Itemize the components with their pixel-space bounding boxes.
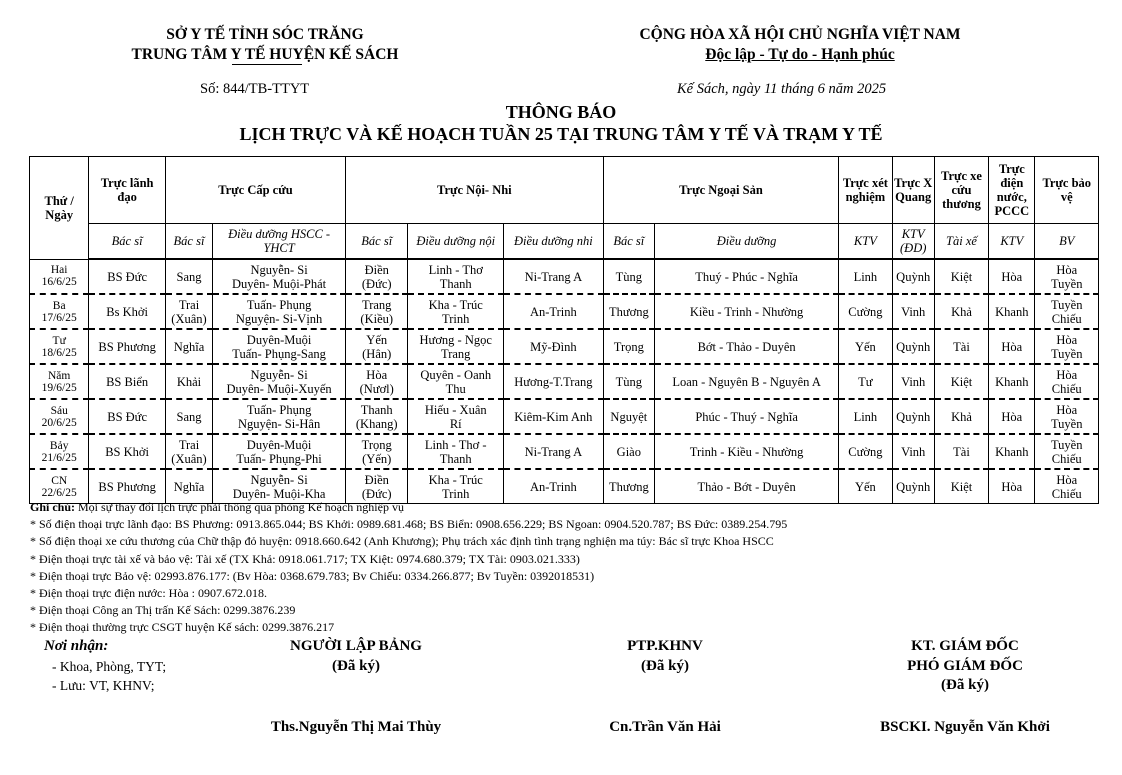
int-doctor-cell (346, 364, 408, 399)
power-cell (989, 294, 1035, 329)
ambulance-cell (934, 364, 988, 399)
xray-cell-line: Quỳnh (896, 409, 931, 424)
day-cell (30, 434, 89, 469)
sur-doctor-cell (603, 399, 654, 434)
int-doctor-cell-line: (Kiều) (360, 311, 394, 326)
col-ambulance-header: Trực xe cứu thương (934, 157, 988, 224)
ghi-chu-label: Ghi chú: (30, 500, 76, 514)
er-nurse-cell (213, 259, 346, 294)
header-underline-left (232, 64, 302, 65)
sur-nurse-cell (655, 434, 839, 469)
doc-number: Số: 844/TB-TTYT (200, 81, 310, 97)
er-nurse-cell-line: Duyên-Muội (246, 437, 312, 452)
sub-sur-nurse: Điều dưỡng (655, 224, 839, 260)
ambulance-cell-line: Tài (953, 444, 970, 459)
recipient-line: - Khoa, Phòng, TYT; (52, 659, 167, 674)
ped-nurse-cell-line: An-Trinh (529, 479, 577, 494)
lab-cell (839, 469, 892, 504)
er-nurse-cell-line: Tuấn- Phụng-Phi (236, 451, 322, 466)
col-lab-header: Trực xét nghiệm (839, 157, 892, 224)
agency-name: SỞ Y TẾ TỈNH SÓC TRĂNG (166, 26, 364, 43)
note-line: * Điện thoại Công an Thị trấn Kế Sách: 0299.3876.239 (30, 603, 296, 618)
sub-int-nurse: Điều dưỡng nội (408, 224, 504, 260)
sub-xray: KTV (ĐD) (892, 224, 934, 260)
ambulance-cell-line: Khả (951, 304, 972, 319)
ambulance-cell (934, 469, 988, 504)
deputy-name: Cn.Trần Văn Hải (609, 719, 721, 735)
power-cell-line: Hòa (1001, 479, 1023, 494)
er-nurse-cell-line: Nguyễn- Si (250, 367, 308, 382)
er-nurse-cell (213, 399, 346, 434)
day-cell-line: 17/6/25 (41, 311, 77, 324)
security-cell (1035, 364, 1099, 399)
sub-int-doctor: Bác sĩ (346, 224, 408, 260)
power-cell (989, 469, 1035, 504)
er-doctor-cell (165, 434, 212, 469)
security-cell (1035, 329, 1099, 364)
ped-nurse-cell (504, 434, 604, 469)
int-doctor-cell-line: Hòa (366, 367, 388, 382)
sur-nurse-cell-line: Phúc - Thuý - Nghĩa (695, 409, 798, 424)
day-cell-line: Ba (52, 299, 66, 312)
sub-power: KTV (989, 224, 1035, 260)
sur-nurse-cell (655, 329, 839, 364)
ambulance-cell (934, 259, 988, 294)
int-nurse-cell (408, 434, 504, 469)
security-cell (1035, 399, 1099, 434)
int-nurse-cell-line: Thanh (439, 276, 472, 291)
note-line: * Điện thoại trực Bảo vệ: 02993.876.177: (Bv Hòa: 0368.679.783; Bv Chiếu: 0334.266.877; Bv Tuyền: 0392018531) (30, 568, 595, 583)
table-row (30, 434, 1099, 469)
lab-cell (839, 259, 892, 294)
leader-cell-line: BS Khởi (105, 444, 149, 459)
lab-cell (839, 329, 892, 364)
col-leader-header: Trực lãnh đạo (89, 157, 165, 224)
security-cell (1035, 434, 1099, 469)
day-cell (30, 294, 89, 329)
er-doctor-cell-line: Sang (176, 269, 202, 284)
col-emergency-header: Trực Cấp cứu (165, 157, 345, 224)
leader-cell-line: Bs Khởi (106, 304, 148, 319)
lab-cell (839, 399, 892, 434)
leader-cell (89, 329, 165, 364)
er-nurse-cell (213, 329, 346, 364)
security-cell-line: Tuyền (1050, 437, 1083, 452)
deputy-signed: (Đã ký) (641, 658, 689, 674)
note-ghi-chu (30, 499, 787, 516)
int-doctor-cell-line: Trang (362, 297, 392, 312)
day-cell (30, 259, 89, 294)
int-nurse-cell (408, 399, 504, 434)
int-nurse-cell-line: Thanh (439, 451, 472, 466)
day-cell-line: 19/6/25 (41, 381, 77, 394)
ambulance-cell (934, 294, 988, 329)
security-cell-line: Hòa (1056, 332, 1078, 347)
preparer-name: Ths.Nguyễn Thị Mai Thùy (270, 719, 442, 735)
sur-doctor-cell (603, 294, 654, 329)
leader-cell-line: BS Phương (98, 479, 156, 494)
xray-cell-line: Vinh (901, 304, 926, 319)
sub-er-nurse: Điều dưỡng HSCC - YHCT (213, 224, 346, 260)
sur-doctor-cell-line: Tùng (615, 269, 643, 284)
security-cell-line: Hòa (1056, 472, 1078, 487)
power-cell (989, 329, 1035, 364)
er-nurse-cell-line: Tuấn- Phụng (246, 297, 312, 312)
security-cell-line: Tuyền (1050, 416, 1083, 431)
power-cell (989, 434, 1035, 469)
int-doctor-cell-line: (Yến) (362, 451, 392, 466)
table-row (30, 259, 1099, 294)
recipients-label: Nơi nhận: (44, 638, 109, 654)
er-doctor-cell (165, 294, 212, 329)
title-sub: LỊCH TRỰC VÀ KẾ HOẠCH TUẦN 25 TẠI TRUNG TÂM Y TẾ VÀ TRẠM Y TẾ (239, 124, 883, 144)
day-cell-line: 18/6/25 (41, 346, 77, 359)
xray-cell (892, 294, 934, 329)
int-doctor-cell-line: (Hân) (362, 346, 392, 361)
int-doctor-cell-line: (Đức) (361, 276, 392, 291)
sur-nurse-cell-line: Loan - Nguyên B - Nguyên A (672, 374, 821, 389)
security-cell (1035, 294, 1099, 329)
recipient-line: - Lưu: VT, KHNV; (52, 678, 155, 693)
lab-cell-line: Yến (854, 479, 876, 494)
sur-nurse-cell (655, 399, 839, 434)
er-nurse-cell-line: Duyên-Muội (246, 332, 312, 347)
sub-er-doctor: Bác sĩ (165, 224, 212, 260)
col-security-header: Trực bảo vệ (1035, 157, 1099, 224)
director-subtitle: PHÓ GIÁM ĐỐC (907, 658, 1023, 674)
leader-cell (89, 364, 165, 399)
lab-cell-line: Tư (858, 374, 873, 389)
er-nurse-cell (213, 294, 346, 329)
xray-cell (892, 329, 934, 364)
ambulance-cell-line: Khả (951, 409, 972, 424)
ambulance-cell-line: Kiệt (950, 269, 973, 284)
int-nurse-cell (408, 329, 504, 364)
xray-cell-line: Vinh (901, 374, 926, 389)
day-cell-line: CN (51, 474, 68, 487)
power-cell (989, 364, 1035, 399)
sur-doctor-cell-line: Thương (608, 304, 649, 319)
xray-cell-line: Vinh (901, 444, 926, 459)
er-doctor-cell-line: Trai (178, 297, 200, 312)
country-name: CỘNG HÒA XÃ HỘI CHỦ NGHĨA VIỆT NAM (639, 26, 961, 43)
day-cell-line: Tư (52, 334, 66, 347)
sur-nurse-cell-line: Thảo - Bớt - Duyên (697, 479, 796, 494)
int-nurse-cell-line: Rí (449, 416, 462, 431)
leader-cell-line: BS Biển (106, 374, 149, 389)
power-cell-line: Hòa (1001, 409, 1023, 424)
col-internal-header: Trực Nội- Nhi (346, 157, 604, 224)
security-cell (1035, 259, 1099, 294)
int-doctor-cell-line: Trọng (361, 437, 392, 452)
lab-cell-line: Cường (848, 304, 883, 319)
ambulance-cell-line: Kiệt (950, 479, 973, 494)
int-nurse-cell-line: Hương - Ngọc (419, 332, 492, 347)
sur-nurse-cell-line: Bớt - Thảo - Duyên (697, 339, 796, 354)
er-nurse-cell (213, 434, 346, 469)
int-doctor-cell (346, 259, 408, 294)
ambulance-cell-line: Kiệt (950, 374, 973, 389)
er-doctor-cell-line: (Xuân) (171, 311, 207, 326)
schedule-body (30, 259, 1099, 504)
day-cell (30, 364, 89, 399)
int-doctor-cell (346, 294, 408, 329)
sub-leader: Bác sĩ (89, 224, 165, 260)
sur-nurse-cell-line: Trinh - Kiều - Nhường (689, 444, 804, 459)
sur-nurse-cell (655, 364, 839, 399)
xray-cell (892, 469, 934, 504)
col-power-header: Trực điện nước, PCCC (989, 157, 1035, 224)
sur-doctor-cell-line: Giào (616, 444, 641, 459)
er-nurse-cell-line: Nguyễn- Si (250, 262, 308, 277)
note-line: * Điện thoại trực tài xế và bảo vệ: Tài xế (TX Khả: 0918.061.717; TX Kiệt: 0974.680.379; TX Tài: 0903.021.333) (30, 551, 580, 566)
sub-security: BV (1035, 224, 1099, 260)
lab-cell-line: Linh (853, 409, 878, 424)
leader-cell-line: BS Đức (107, 269, 147, 284)
er-nurse-cell-line: Nguyện- Si-Vịnh (235, 311, 323, 326)
lab-cell-line: Linh (853, 269, 878, 284)
er-nurse-cell-line: Duyên- Muội-Phát (232, 276, 327, 291)
er-nurse-cell-line: Nguyện- Si-Hân (237, 416, 321, 431)
sur-doctor-cell (603, 259, 654, 294)
int-doctor-cell-line: (Đức) (361, 486, 392, 501)
er-nurse-cell-line: Duyên- Muội-Xuyến (226, 381, 332, 396)
day-cell-line: 21/6/25 (41, 451, 77, 464)
int-nurse-cell-line: Trang (441, 346, 471, 361)
power-cell (989, 399, 1035, 434)
day-cell-line: Bảy (49, 439, 69, 452)
director-name: BSCKI. Nguyễn Văn Khởi (880, 719, 1050, 735)
power-cell-line: Hòa (1001, 269, 1023, 284)
col-day-header: Thứ / Ngày (30, 157, 89, 260)
power-cell-line: Khanh (995, 374, 1029, 389)
table-row (30, 294, 1099, 329)
title-main: THÔNG BÁO (505, 102, 617, 122)
security-cell-line: Hòa (1056, 367, 1078, 382)
leader-cell (89, 399, 165, 434)
sub-ped-nurse: Điều dưỡng nhi (504, 224, 604, 260)
er-doctor-cell-line: Khải (176, 374, 202, 389)
table-row (30, 399, 1099, 434)
int-nurse-cell-line: Kha - Trúc (428, 297, 483, 312)
power-cell (989, 259, 1035, 294)
table-row (30, 329, 1099, 364)
day-cell-line: Năm (48, 369, 71, 382)
day-cell-line: Hai (50, 264, 68, 277)
sur-nurse-cell-line: Kiều - Trinh - Nhường (689, 304, 804, 319)
int-nurse-cell-line: Kha - Trúc (428, 472, 483, 487)
int-doctor-cell-line: Yến (366, 332, 388, 347)
int-nurse-cell-line: Hiếu - Xuân (424, 402, 487, 417)
security-cell-line: Hòa (1056, 402, 1078, 417)
er-doctor-cell (165, 399, 212, 434)
xray-cell-line: Quỳnh (896, 339, 931, 354)
int-nurse-cell (408, 294, 504, 329)
int-doctor-cell-line: Thanh (360, 402, 393, 417)
note-line: * Số điện thoại xe cứu thương của Chữ thập đỏ huyện: 0918.660.642 (Anh Khương); Phụ trách xác định tình trạng nghiện ma túy: Bác sĩ trực Khoa HSCC (30, 534, 774, 549)
xray-cell (892, 259, 934, 294)
int-doctor-cell (346, 329, 408, 364)
ped-nurse-cell-line: Hương-T.Trang (514, 374, 593, 389)
er-nurse-cell-line: Tuấn- Phụng-Sang (232, 346, 326, 361)
ped-nurse-cell (504, 329, 604, 364)
xray-cell (892, 364, 934, 399)
int-nurse-cell (408, 364, 504, 399)
er-doctor-cell (165, 364, 212, 399)
note-line: * Điện thoại thường trực CSGT huyện Kế sách: 0299.3876.217 (30, 620, 335, 635)
er-nurse-cell-line: Duyên- Muội-Kha (232, 486, 326, 501)
ped-nurse-cell (504, 294, 604, 329)
day-cell (30, 399, 89, 434)
ped-nurse-cell (504, 399, 604, 434)
ped-nurse-cell-line: An-Trinh (529, 304, 577, 319)
er-nurse-cell-line: Tuấn- Phụng (246, 402, 312, 417)
lab-cell (839, 434, 892, 469)
security-cell-line: Chiếu (1051, 381, 1082, 396)
notes-section (30, 499, 787, 637)
power-cell-line: Khanh (995, 304, 1029, 319)
motto: Độc lập - Tự do - Hạnh phúc (705, 46, 895, 63)
int-doctor-cell-line: (Khang) (355, 416, 398, 431)
ambulance-cell-line: Tài (953, 339, 970, 354)
er-doctor-cell-line: Nghĩa (173, 339, 205, 354)
sub-ambulance: Tài xế (934, 224, 988, 260)
security-cell-line: Tuyền (1050, 276, 1083, 291)
sur-nurse-cell (655, 259, 839, 294)
leader-cell-line: BS Phương (98, 339, 156, 354)
leader-cell (89, 434, 165, 469)
ambulance-cell (934, 399, 988, 434)
sur-doctor-cell-line: Thương (608, 479, 649, 494)
col-xray-header: Trực X Quang (892, 157, 934, 224)
preparer-signed: (Đã ký) (332, 658, 380, 674)
sur-doctor-cell (603, 364, 654, 399)
leader-cell (89, 259, 165, 294)
er-nurse-cell (213, 364, 346, 399)
ped-nurse-cell-line: Mỹ-Đình (530, 339, 577, 354)
sur-doctor-cell-line: Trọng (613, 339, 644, 354)
duty-schedule-table (29, 156, 1099, 504)
er-doctor-cell (165, 259, 212, 294)
power-cell-line: Khanh (995, 444, 1029, 459)
er-doctor-cell-line: Trai (178, 437, 200, 452)
sur-doctor-cell (603, 434, 654, 469)
ped-nurse-cell (504, 259, 604, 294)
center-name: TRUNG TÂM Y TẾ HUYỆN KẾ SÁCH (131, 46, 399, 63)
sur-doctor-cell-line: Tùng (615, 374, 643, 389)
ped-nurse-cell-line: Ni-Trang A (524, 269, 583, 284)
er-nurse-cell-line: Nguyễn- Si (250, 472, 308, 487)
director-title: KT. GIÁM ĐỐC (911, 638, 1019, 654)
xray-cell (892, 434, 934, 469)
note-line: * Số điện thoại trực lãnh đạo: BS Phương: 0913.865.044; BS Khởi: 0989.681.468; BS Biển: 0908.656.229; BS Ngoan: 0904.520.787; BS Đức: 0389.254.795 (30, 517, 788, 532)
col-surgery-header: Trực Ngoại Sản (603, 157, 839, 224)
ped-nurse-cell (504, 364, 604, 399)
day-cell-line: 22/6/25 (41, 486, 77, 499)
leader-cell (89, 294, 165, 329)
security-cell-line: Chiếu (1051, 451, 1082, 466)
er-doctor-cell-line: Sang (176, 409, 202, 424)
security-cell-line: Tuyền (1050, 346, 1083, 361)
int-doctor-cell (346, 434, 408, 469)
sur-doctor-cell (603, 329, 654, 364)
note-line: * Điện thoại trực điện nước: Hòa : 0907.672.018. (30, 586, 267, 601)
security-cell-line: Chiếu (1051, 311, 1082, 326)
day-cell-line: 16/6/25 (41, 276, 77, 289)
er-doctor-cell (165, 329, 212, 364)
ambulance-cell (934, 329, 988, 364)
int-nurse-cell-line: Quyên - Oanh (420, 367, 492, 382)
power-cell-line: Hòa (1001, 339, 1023, 354)
int-doctor-cell-line: Điền (364, 472, 389, 487)
director-signed: (Đã ký) (941, 677, 989, 693)
er-doctor-cell-line: Nghĩa (173, 479, 205, 494)
int-nurse-cell-line: Trinh (442, 486, 470, 501)
lab-cell-line: Cường (848, 444, 883, 459)
day-cell (30, 329, 89, 364)
lab-cell (839, 364, 892, 399)
ambulance-cell (934, 434, 988, 469)
int-nurse-cell-line: Linh - Thơ (428, 262, 483, 277)
leader-cell-line: BS Đức (107, 409, 147, 424)
security-cell-line: Hòa (1056, 262, 1078, 277)
er-doctor-cell-line: (Xuân) (171, 451, 207, 466)
ped-nurse-cell-line: Ni-Trang A (524, 444, 583, 459)
sur-doctor-cell-line: Nguyệt (610, 409, 648, 424)
lab-cell (839, 294, 892, 329)
int-nurse-cell-line: Linh - Thơ - (424, 437, 487, 452)
sub-sur-doctor: Bác sĩ (603, 224, 654, 260)
int-nurse-cell-line: Thu (445, 381, 466, 396)
sur-nurse-cell (655, 294, 839, 329)
xray-cell (892, 399, 934, 434)
xray-cell-line: Quỳnh (896, 269, 931, 284)
int-doctor-cell-line: (Nươl) (359, 381, 394, 396)
table-row (30, 364, 1099, 399)
sur-nurse-cell-line: Thuý - Phúc - Nghĩa (695, 269, 798, 284)
sub-lab: KTV (839, 224, 892, 260)
security-cell (1035, 469, 1099, 504)
security-cell-line: Chiếu (1051, 486, 1082, 501)
day-cell-line: Sáu (50, 404, 68, 417)
day-cell-line: 20/6/25 (41, 416, 77, 429)
int-nurse-cell-line: Trinh (442, 311, 470, 326)
int-nurse-cell (408, 259, 504, 294)
preparer-title: NGƯỜI LẬP BẢNG (290, 638, 422, 654)
lab-cell-line: Yến (854, 339, 876, 354)
deputy-title: PTP.KHNV (627, 638, 703, 654)
security-cell-line: Tuyền (1050, 297, 1083, 312)
int-doctor-cell-line: Điền (364, 262, 389, 277)
xray-cell-line: Quỳnh (896, 479, 931, 494)
ped-nurse-cell-line: Kiêm-Kim Anh (514, 409, 593, 424)
date-line: Kế Sách, ngày 11 tháng 6 năm 2025 (677, 81, 887, 97)
int-doctor-cell (346, 399, 408, 434)
ghi-chu-text: Mọi sự thay đổi lịch trực phải thông qua phòng Kế hoạch nghiệp vụ (75, 500, 404, 514)
